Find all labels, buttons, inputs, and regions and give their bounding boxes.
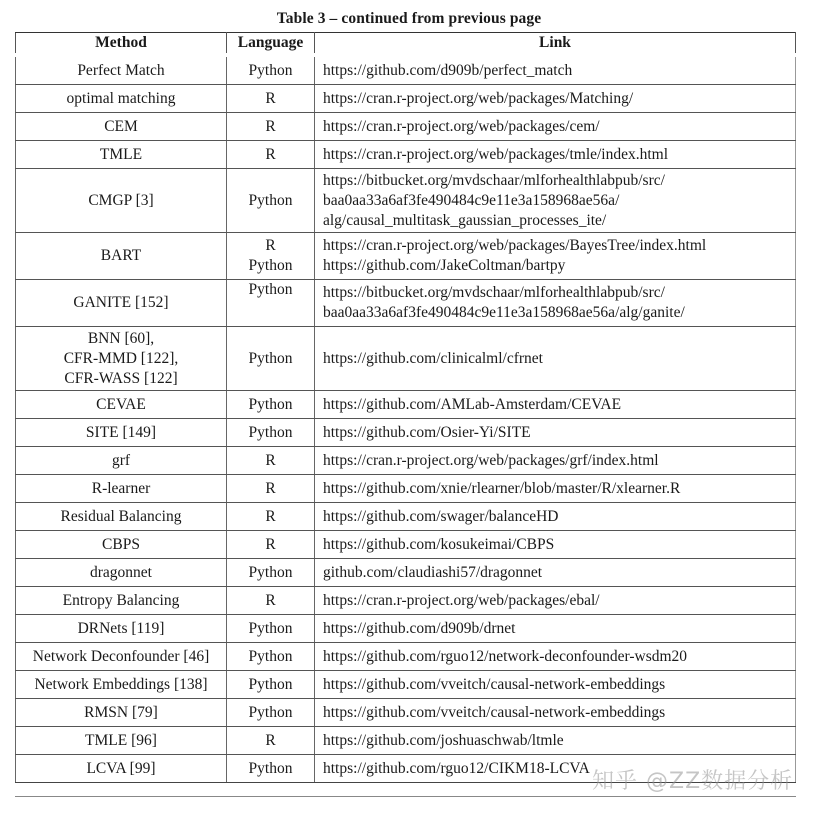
table-row [16,475,796,503]
method-cell [16,475,227,503]
language-cell [227,643,315,671]
method-cell-line: Network Deconfounder [46] [32,647,210,665]
table-row [16,615,796,643]
method-cell [16,113,227,141]
table-row [16,233,796,280]
table-row [16,55,796,85]
link-cell [315,141,796,169]
link-cell [315,643,796,671]
method-cell-line: CEVAE [96,395,146,413]
language-cell [227,671,315,699]
link-cell-line[interactable]: https://cran.r-project.org/web/packages/cem/ [323,117,600,135]
link-cell [315,85,796,113]
link-cell [315,587,796,615]
link-cell-line[interactable]: https://github.com/Osier-Yi/SITE [323,423,531,441]
table-row [16,141,796,169]
table-row [16,169,796,233]
language-cell-line: Python [248,61,293,79]
link-cell-line[interactable]: https://bitbucket.org/mvdschaar/mlforhealthlabpub/src/ [323,171,665,189]
method-cell-line: dragonnet [90,563,152,581]
link-cell-line[interactable]: https://github.com/vveitch/causal-network-embeddings [323,703,666,721]
language-cell-line: Python [248,191,293,209]
method-cell-line: TMLE [99,145,143,163]
table-body [16,55,796,783]
language-cell [227,280,315,327]
link-cell-line[interactable]: https://cran.r-project.org/web/packages/tmle/index.html [323,145,669,163]
method-cell-line: R-learner [91,479,151,497]
language-cell-line: R [265,89,276,107]
table-row [16,671,796,699]
language-cell [227,587,315,615]
link-cell-line[interactable]: https://github.com/d909b/drnet [323,619,516,637]
language-cell-line: R [265,479,276,497]
link-cell [315,727,796,755]
link-cell-line[interactable]: https://cran.r-project.org/web/packages/ebal/ [323,591,600,609]
language-cell-line: R [265,237,276,254]
link-cell-line[interactable]: https://bitbucket.org/mvdschaar/mlforhealthlabpub/src/ [323,284,665,301]
method-cell-line: GANITE [152] [73,294,169,311]
language-cell [227,447,315,475]
table-row [16,113,796,141]
language-cell [227,503,315,531]
language-cell [227,727,315,755]
link-cell-line[interactable]: https://cran.r-project.org/web/packages/grf/index.html [323,451,659,469]
link-cell [315,55,796,85]
link-cell-line[interactable]: github.com/claudiashi57/dragonnet [323,563,543,581]
language-cell-line: R [265,451,276,469]
language-cell [227,615,315,643]
link-cell-line[interactable]: https://cran.r-project.org/web/packages/BayesTree/index.html [323,237,707,254]
method-cell [16,280,227,327]
method-cell [16,447,227,475]
method-cell [16,727,227,755]
table-row [16,643,796,671]
method-cell-line: BNN [60], [87,329,155,347]
link-cell [315,559,796,587]
language-cell [227,113,315,141]
method-cell [16,391,227,419]
link-cell [315,233,796,280]
method-cell-line: TMLE [96] [85,731,157,749]
method-cell [16,643,227,671]
table-end-rule [15,796,796,797]
language-cell-line: R [265,507,276,525]
link-cell [315,531,796,559]
method-cell [16,85,227,113]
link-cell-line[interactable]: https://github.com/swager/balanceHD [323,507,559,525]
language-cell-line: Python [248,647,293,665]
language-cell [227,141,315,169]
column-header-language: Language [227,33,315,56]
link-cell-line[interactable]: https://github.com/rguo12/network-deconfounder-wsdm20 [323,647,688,665]
method-cell [16,141,227,169]
language-cell-line: Python [248,703,293,721]
table-row [16,447,796,475]
link-cell [315,475,796,503]
language-cell [227,755,315,783]
methods-table [15,32,796,783]
method-cell-line: RMSN [79] [84,703,158,721]
link-cell-line[interactable]: https://github.com/vveitch/causal-network-embeddings [323,675,666,693]
link-cell-line[interactable]: https://cran.r-project.org/web/packages/Matching/ [323,89,634,107]
method-cell-line: CEM [104,117,138,135]
table-row [16,503,796,531]
language-cell-line: R [265,731,276,749]
link-cell-line[interactable]: baa0aa33a6af3fe490484c9e11e3a158968ae56a/ [323,191,620,209]
link-cell [315,169,796,233]
method-cell-line: grf [111,451,131,469]
language-cell-line: Python [248,675,293,693]
language-cell-line: R [265,117,276,135]
language-cell-line: Python [248,563,293,581]
method-cell-line: DRNets [119] [77,619,165,637]
method-cell [16,55,227,85]
language-cell-line: Python [248,619,293,637]
method-cell-line: Entropy Balancing [62,591,180,609]
language-cell-line: Python [248,395,293,413]
link-cell [315,280,796,327]
language-cell [227,699,315,727]
method-cell [16,615,227,643]
link-cell-line[interactable]: https://github.com/kosukeimai/CBPS [323,535,555,553]
method-cell-line: CFR-WASS [122] [64,369,178,387]
language-cell [227,327,315,391]
link-cell-line[interactable]: https://github.com/AMLab-Amsterdam/CEVAE [323,395,622,413]
table-row [16,699,796,727]
table-row [16,391,796,419]
method-cell [16,671,227,699]
table-row [16,85,796,113]
link-cell-line[interactable]: https://github.com/clinicalml/cfrnet [323,349,543,367]
table-caption: Table 3 – continued from previous page [276,10,542,27]
language-cell [227,559,315,587]
link-cell [315,503,796,531]
method-cell [16,559,227,587]
link-cell [315,615,796,643]
language-cell-line: Python [248,423,293,441]
language-cell-line: R [265,591,276,609]
language-cell-line: Python [248,257,293,274]
method-cell [16,503,227,531]
link-cell-line[interactable]: https://github.com/joshuaschwab/ltmle [323,731,564,749]
method-cell-line: CBPS [102,535,140,553]
method-cell-line: CFR-MMD [122], [63,349,179,367]
link-cell-line[interactable]: alg/causal_multitask_gaussian_processes_ite/ [323,211,607,229]
table-row [16,727,796,755]
link-cell-line[interactable]: https://github.com/rguo12/CIKM18-LCVA [323,759,590,777]
method-cell-line: Network Embeddings [138] [34,675,208,693]
language-cell-line: R [265,145,276,163]
language-cell [227,233,315,280]
link-cell [315,671,796,699]
language-cell [227,531,315,559]
method-cell [16,233,227,280]
watermark: 知乎 @ZZ数据分析 [592,769,794,794]
method-cell [16,699,227,727]
table-row [16,559,796,587]
method-cell-line: SITE [149] [85,423,157,441]
method-cell-line: LCVA [99] [86,759,156,777]
method-cell-line: CMGP [3] [88,191,154,209]
language-cell [227,169,315,233]
language-cell [227,85,315,113]
method-cell-line: BART [100,247,142,264]
table-row [16,327,796,391]
language-cell [227,391,315,419]
method-cell [16,169,227,233]
link-cell [315,391,796,419]
method-cell [16,755,227,783]
link-cell [315,447,796,475]
language-cell-line: Python [248,759,293,777]
link-cell-line[interactable]: baa0aa33a6af3fe490484c9e11e3a158968ae56a/alg/ganite/ [323,304,685,321]
link-cell-line[interactable]: https://github.com/d909b/perfect_match [323,61,573,79]
language-cell [227,419,315,447]
link-cell-line[interactable]: https://github.com/JakeColtman/bartpy [323,257,566,274]
link-cell-line[interactable]: https://github.com/xnie/rlearner/blob/master/R/xlearner.R [323,479,681,497]
link-cell [315,327,796,391]
table-row [16,280,796,327]
method-cell [16,419,227,447]
method-cell [16,531,227,559]
link-cell [315,113,796,141]
table-row [16,531,796,559]
table-header-row [16,33,796,56]
method-cell-line: Perfect Match [77,61,165,79]
language-cell-line: Python [248,281,293,298]
link-cell [315,699,796,727]
language-cell-line: Python [248,349,293,367]
language-cell-line: R [265,535,276,553]
column-header-method: Method [16,33,227,56]
column-header-link: Link [315,33,796,56]
method-cell [16,327,227,391]
language-cell [227,55,315,85]
link-cell [315,419,796,447]
method-cell [16,587,227,615]
method-cell-line: optimal matching [66,89,176,107]
table-row [16,587,796,615]
language-cell [227,475,315,503]
method-cell-line: Residual Balancing [60,507,182,525]
table-row [16,419,796,447]
